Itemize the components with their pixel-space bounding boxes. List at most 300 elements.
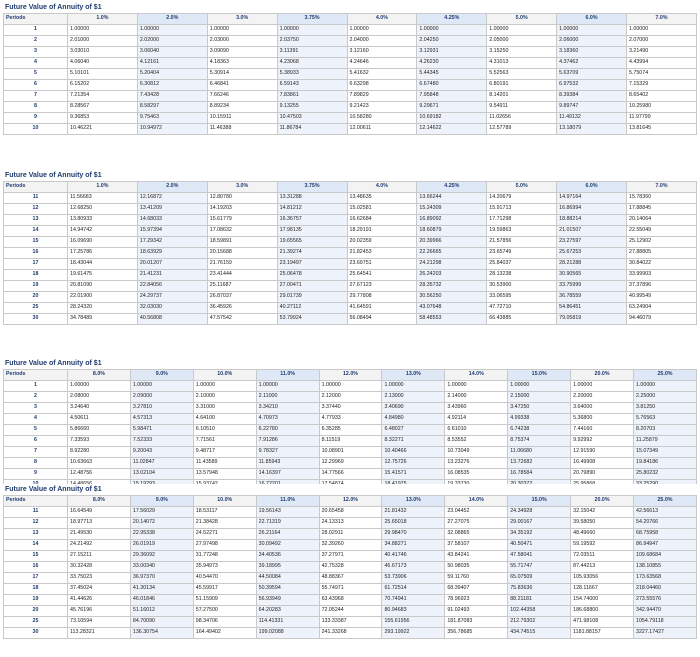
value-cell: 17.08632 (207, 226, 277, 237)
value-cell: 28.35732 (417, 281, 487, 292)
value-cell: 11.97799 (627, 113, 697, 124)
value-cell: 2.03750 (277, 36, 347, 47)
value-cell: 5.75074 (627, 69, 697, 80)
period-cell: 16 (4, 562, 68, 573)
value-cell: 7.83861 (277, 91, 347, 102)
value-cell: 9.48717 (193, 447, 256, 458)
value-cell: 2.05000 (487, 36, 557, 47)
rate-header: 12.0% (319, 370, 382, 381)
value-cell: 4.24646 (347, 58, 417, 69)
table-row (4, 69, 697, 80)
value-cell: 4.12161 (137, 58, 207, 69)
value-cell: 47.72710 (487, 303, 557, 314)
value-cell: 39.18995 (256, 562, 319, 573)
table-row (4, 248, 697, 259)
rate-header: 11.0% (256, 496, 319, 507)
period-cell: 5 (4, 69, 68, 80)
table-row (4, 447, 697, 458)
value-cell: 29.36092 (130, 551, 193, 562)
value-cell: 35.94973 (193, 562, 256, 573)
value-cell: 12.14622 (417, 124, 487, 135)
value-cell: 18.43044 (68, 259, 138, 270)
value-cell: 1.00000 (634, 381, 697, 392)
value-cell: 24.21492 (68, 540, 131, 551)
value-cell: 32.15042 (571, 507, 634, 518)
value-cell: 15.02581 (347, 204, 417, 215)
value-cell: 102.44358 (508, 606, 571, 617)
value-cell: 3.27810 (130, 403, 193, 414)
value-cell: 25.65018 (382, 518, 445, 529)
value-cell: 7.43428 (137, 91, 207, 102)
table-row (4, 204, 697, 215)
value-cell: 8.89234 (207, 102, 277, 113)
period-cell: 17 (4, 259, 68, 270)
value-cell: 36.45926 (207, 303, 277, 314)
period-cell: 25 (4, 303, 68, 314)
table-row (4, 215, 697, 226)
value-cell: 33.75023 (68, 573, 131, 584)
value-cell: 8.53552 (445, 436, 508, 447)
value-cell: 21.38428 (193, 518, 256, 529)
value-cell: 25.12902 (627, 237, 697, 248)
value-cell: 3.64000 (571, 403, 634, 414)
rate-header: 3.0% (207, 14, 277, 25)
period-cell: 6 (4, 436, 68, 447)
rate-header: 4.0% (347, 182, 417, 193)
value-cell: 18.88214 (557, 215, 627, 226)
rate-header: 7.0% (627, 182, 697, 193)
value-cell: 34.40536 (256, 551, 319, 562)
value-cell: 3.40690 (382, 403, 445, 414)
value-cell: 34.35192 (508, 529, 571, 540)
value-cell: 7.33593 (68, 436, 131, 447)
value-cell: 15.24309 (417, 204, 487, 215)
value-cell: 5.36800 (571, 414, 634, 425)
value-cell: 9.13255 (277, 102, 347, 113)
value-cell: 8.39384 (557, 91, 627, 102)
value-cell: 12.68250 (68, 204, 138, 215)
value-cell: 3.34210 (256, 403, 319, 414)
value-cell: 37.45024 (68, 584, 131, 595)
value-cell: 5.63709 (557, 69, 627, 80)
value-cell: 24.52271 (193, 529, 256, 540)
value-cell: 46.01846 (130, 595, 193, 606)
table-row (4, 113, 697, 124)
value-cell: 56.93949 (256, 595, 319, 606)
value-cell: 63.43968 (319, 595, 382, 606)
value-cell: 39.58050 (571, 518, 634, 529)
value-cell: 5.86660 (68, 425, 131, 436)
value-cell: 13.31288 (277, 193, 347, 204)
value-cell: 199.02088 (256, 628, 319, 639)
value-cell: 41.44626 (68, 595, 131, 606)
value-cell: 8.28567 (68, 102, 138, 113)
fv-annuity-table (3, 13, 697, 135)
value-cell: 14.97164 (557, 193, 627, 204)
value-cell: 14.77566 (319, 469, 382, 480)
value-cell: 50.98035 (445, 562, 508, 573)
value-cell: 26.01919 (130, 540, 193, 551)
header-row (4, 14, 697, 25)
period-cell: 20 (4, 606, 68, 617)
value-cell: 22.71319 (256, 518, 319, 529)
period-cell: 3 (4, 403, 68, 414)
value-cell: 1.00000 (508, 381, 571, 392)
value-cell: 5.76563 (634, 414, 697, 425)
value-cell: 23.41444 (207, 270, 277, 281)
value-cell: 7.52333 (130, 436, 193, 447)
value-cell: 24.13313 (319, 518, 382, 529)
value-cell: 19.61475 (68, 270, 138, 281)
period-cell: 7 (4, 91, 68, 102)
value-cell: 434.74515 (508, 628, 571, 639)
value-cell: 1.00000 (130, 381, 193, 392)
rate-header: 5.0% (487, 182, 557, 193)
value-cell: 13.48635 (347, 193, 417, 204)
rate-header: 15.0% (508, 496, 571, 507)
value-cell: 70.74941 (382, 595, 445, 606)
period-cell: 5 (4, 425, 68, 436)
value-cell: 32.08865 (445, 529, 508, 540)
value-cell: 21.49530 (68, 529, 131, 540)
value-cell: 3.03010 (68, 47, 138, 58)
value-cell: 23.19497 (277, 259, 347, 270)
value-cell: 18.97713 (68, 518, 131, 529)
value-cell: 14.68033 (137, 215, 207, 226)
value-cell: 65.07509 (508, 573, 571, 584)
value-cell: 7.15329 (627, 80, 697, 91)
value-cell: 4.50611 (68, 414, 131, 425)
value-cell: 1.00000 (445, 381, 508, 392)
fv-annuity-block-1 (3, 2, 697, 135)
value-cell: 72.03511 (571, 551, 634, 562)
value-cell: 56.08494 (347, 314, 417, 325)
value-cell: 13.72682 (508, 458, 571, 469)
value-cell: 2.15000 (508, 392, 571, 403)
value-cell: 155.61956 (382, 617, 445, 628)
value-cell: 27.27075 (445, 518, 508, 529)
value-cell: 22.55049 (627, 226, 697, 237)
value-cell: 2.25000 (634, 392, 697, 403)
period-cell: 19 (4, 595, 68, 606)
value-cell: 10.46221 (68, 124, 138, 135)
period-cell: 18 (4, 270, 68, 281)
value-cell: 47.58041 (508, 551, 571, 562)
value-cell: 2.20000 (571, 392, 634, 403)
value-cell: 23.04452 (445, 507, 508, 518)
value-cell: 28.24320 (68, 303, 138, 314)
value-cell: 133.33387 (319, 617, 382, 628)
value-cell: 1.00000 (68, 25, 138, 36)
table-title: Future Value of Annuity of $1 (3, 358, 697, 369)
value-cell: 3.12160 (347, 47, 417, 58)
value-cell: 16.62684 (347, 215, 417, 226)
period-cell: 8 (4, 458, 68, 469)
value-cell: 14.94742 (68, 226, 138, 237)
value-cell: 17.71298 (487, 215, 557, 226)
value-cell: 94.46079 (627, 314, 697, 325)
value-cell: 2.07000 (627, 36, 697, 47)
rate-header: 25.0% (634, 370, 697, 381)
value-cell: 3.12931 (417, 47, 487, 58)
value-cell: 2.04250 (417, 36, 487, 47)
value-cell: 6.80191 (487, 80, 557, 91)
value-cell: 6.10510 (193, 425, 256, 436)
value-cell: 28.02911 (319, 529, 382, 540)
period-cell: 19 (4, 281, 68, 292)
rate-header: 4.0% (347, 14, 417, 25)
rate-header: 5.0% (487, 14, 557, 25)
value-cell: 12.75726 (382, 458, 445, 469)
value-cell: 9.54911 (487, 102, 557, 113)
rate-header: 12.0% (319, 496, 382, 507)
value-cell: 212.79302 (508, 617, 571, 628)
value-cell: 4.37462 (557, 58, 627, 69)
table-row (4, 303, 697, 314)
value-cell: 7.66246 (207, 91, 277, 102)
value-cell: 21.76159 (207, 259, 277, 270)
value-cell: 11.02847 (130, 458, 193, 469)
value-cell: 15.97394 (137, 226, 207, 237)
period-cell: 6 (4, 80, 68, 91)
value-cell: 25.67253 (557, 248, 627, 259)
value-cell: 16.64549 (68, 507, 131, 518)
rate-header: 2.0% (137, 182, 207, 193)
rate-header: 15.0% (508, 370, 571, 381)
value-cell: 44.50084 (256, 573, 319, 584)
value-cell: 43.84241 (445, 551, 508, 562)
value-cell: 4.57313 (130, 414, 193, 425)
table-title: Future Value of Annuity of $1 (3, 484, 697, 495)
value-cell: 4.06040 (68, 58, 138, 69)
value-cell: 12.48756 (68, 469, 131, 480)
value-cell: 5.52563 (487, 69, 557, 80)
value-cell: 86.94947 (634, 540, 697, 551)
value-cell: 1054.79118 (634, 617, 697, 628)
rate-header: 3.75% (277, 182, 347, 193)
value-cell: 13.81645 (627, 124, 697, 135)
value-cell: 173.63568 (634, 573, 697, 584)
value-cell: 8.65402 (627, 91, 697, 102)
rate-header: 14.0% (445, 370, 508, 381)
value-cell: 3.06040 (137, 47, 207, 58)
value-cell: 30.32428 (68, 562, 131, 573)
value-cell: 24.34928 (508, 507, 571, 518)
value-cell: 1.00000 (382, 381, 445, 392)
value-cell: 2.12000 (319, 392, 382, 403)
fv-annuity-block-2 (3, 170, 697, 325)
value-cell: 68.75958 (634, 529, 697, 540)
value-cell: 7.91286 (256, 436, 319, 447)
value-cell: 13.66244 (417, 193, 487, 204)
value-cell: 25.06478 (277, 270, 347, 281)
periods-header: Periods (4, 496, 68, 507)
value-cell: 164.49402 (193, 628, 256, 639)
value-cell: 41.30134 (130, 584, 193, 595)
value-cell: 20.02359 (347, 237, 417, 248)
rate-header: 10.0% (193, 496, 256, 507)
rate-header: 3.75% (277, 14, 347, 25)
value-cell: 471.98108 (571, 617, 634, 628)
value-cell: 3227.17427 (634, 628, 697, 639)
value-cell: 1.00000 (137, 25, 207, 36)
value-cell: 16.78584 (508, 469, 571, 480)
value-cell: 105.93056 (571, 573, 634, 584)
table-row (4, 551, 697, 562)
value-cell: 45.76196 (68, 606, 131, 617)
value-cell: 2.11000 (256, 392, 319, 403)
value-cell: 4.26230 (417, 58, 487, 69)
value-cell: 45.59917 (193, 584, 256, 595)
fv-annuity-block-3 (3, 358, 697, 491)
value-cell: 16.86994 (557, 204, 627, 215)
table-row (4, 102, 697, 113)
value-cell: 30.09492 (256, 540, 319, 551)
rate-header: 1.0% (68, 14, 138, 25)
value-cell: 1.00000 (557, 25, 627, 36)
value-cell: 1.00000 (347, 25, 417, 36)
value-cell: 21.41231 (137, 270, 207, 281)
value-cell: 186.68800 (571, 606, 634, 617)
rate-header: 4.25% (417, 182, 487, 193)
value-cell: 18.29191 (347, 226, 417, 237)
period-cell: 11 (4, 507, 68, 518)
value-cell: 241.33268 (319, 628, 382, 639)
value-cell: 34.88271 (382, 540, 445, 551)
value-cell: 87.44213 (571, 562, 634, 573)
value-cell: 6.22780 (256, 425, 319, 436)
value-cell: 1.00000 (417, 25, 487, 36)
value-cell: 48.88367 (319, 573, 382, 584)
value-cell: 26.21164 (256, 529, 319, 540)
table-row (4, 518, 697, 529)
rate-header: 20.0% (571, 370, 634, 381)
value-cell: 42.75328 (319, 562, 382, 573)
table-row (4, 507, 697, 518)
value-cell: 43.07648 (417, 303, 487, 314)
value-cell: 16.09690 (68, 237, 138, 248)
value-cell: 356.78685 (445, 628, 508, 639)
value-cell: 3.15250 (487, 47, 557, 58)
value-cell: 4.70973 (256, 414, 319, 425)
value-cell: 48.49660 (571, 529, 634, 540)
value-cell: 20.81090 (68, 281, 138, 292)
table-row (4, 381, 697, 392)
table-row (4, 124, 697, 135)
rate-header: 6.0% (557, 14, 627, 25)
value-cell: 114.41331 (256, 617, 319, 628)
value-cell: 15.07349 (634, 447, 697, 458)
table-row (4, 237, 697, 248)
table-row (4, 540, 697, 551)
value-cell: 17.25786 (68, 248, 138, 259)
period-cell: 12 (4, 204, 68, 215)
value-cell: 11.46388 (207, 124, 277, 135)
value-cell: 33.00340 (130, 562, 193, 573)
value-cell: 11.02656 (487, 113, 557, 124)
period-cell: 9 (4, 469, 68, 480)
value-cell: 15.91713 (487, 204, 557, 215)
value-cell: 9.92992 (571, 436, 634, 447)
table-title: Future Value of Annuity of $1 (3, 2, 697, 13)
value-cell: 19.84186 (634, 458, 697, 469)
value-cell: 128.11667 (571, 584, 634, 595)
value-cell: 11.86784 (277, 124, 347, 135)
rate-header: 9.0% (130, 496, 193, 507)
fv-annuity-table (3, 495, 697, 639)
value-cell: 12.91590 (571, 447, 634, 458)
value-cell: 79.05819 (557, 314, 627, 325)
rate-header: 9.0% (130, 370, 193, 381)
value-cell: 3.18360 (557, 47, 627, 58)
value-cell: 9.75463 (137, 113, 207, 124)
value-cell: 28.21288 (557, 259, 627, 270)
header-row (4, 496, 697, 507)
value-cell: 72.05244 (319, 606, 382, 617)
table-row (4, 403, 697, 414)
rate-header: 8.0% (68, 496, 131, 507)
value-cell: 11.56683 (68, 193, 138, 204)
period-cell: 1 (4, 25, 68, 36)
value-cell: 21.57856 (487, 237, 557, 248)
value-cell: 138.10855 (634, 562, 697, 573)
value-cell: 19.59863 (487, 226, 557, 237)
value-cell: 13.41209 (137, 204, 207, 215)
value-cell: 1.00000 (277, 25, 347, 36)
value-cell: 22.84056 (137, 281, 207, 292)
value-cell: 13.80933 (68, 215, 138, 226)
rate-header: 14.0% (445, 496, 508, 507)
value-cell: 46.67173 (382, 562, 445, 573)
value-cell: 91.02493 (445, 606, 508, 617)
value-cell: 109.68684 (634, 551, 697, 562)
value-cell: 5.20404 (137, 69, 207, 80)
value-cell: 84.70090 (130, 617, 193, 628)
period-cell: 9 (4, 113, 68, 124)
header-row (4, 370, 697, 381)
periods-header: Periods (4, 370, 68, 381)
value-cell: 88.21181 (508, 595, 571, 606)
value-cell: 10.25980 (627, 102, 697, 113)
value-cell: 20.15688 (207, 248, 277, 259)
value-cell: 47.57542 (207, 314, 277, 325)
period-cell: 14 (4, 226, 68, 237)
value-cell: 21.81432 (382, 507, 445, 518)
value-cell: 13.23276 (445, 458, 508, 469)
value-cell: 19.56143 (256, 507, 319, 518)
period-cell: 4 (4, 414, 68, 425)
value-cell: 6.15202 (68, 80, 138, 91)
value-cell: 53.79924 (277, 314, 347, 325)
value-cell: 3.31000 (193, 403, 256, 414)
value-cell: 22.95338 (130, 529, 193, 540)
table-row (4, 270, 697, 281)
value-cell: 10.73049 (445, 447, 508, 458)
table-title: Future Value of Annuity of $1 (3, 170, 697, 181)
value-cell: 25.64541 (347, 270, 417, 281)
value-cell: 7.44160 (571, 425, 634, 436)
table-row (4, 193, 697, 204)
table-row (4, 281, 697, 292)
period-cell: 1 (4, 381, 68, 392)
table-row (4, 292, 697, 303)
value-cell: 1181.88157 (571, 628, 634, 639)
value-cell: 23.69751 (347, 259, 417, 270)
table-row (4, 392, 697, 403)
value-cell: 5.98471 (130, 425, 193, 436)
period-cell: 17 (4, 573, 68, 584)
fv-annuity-table (3, 181, 697, 325)
